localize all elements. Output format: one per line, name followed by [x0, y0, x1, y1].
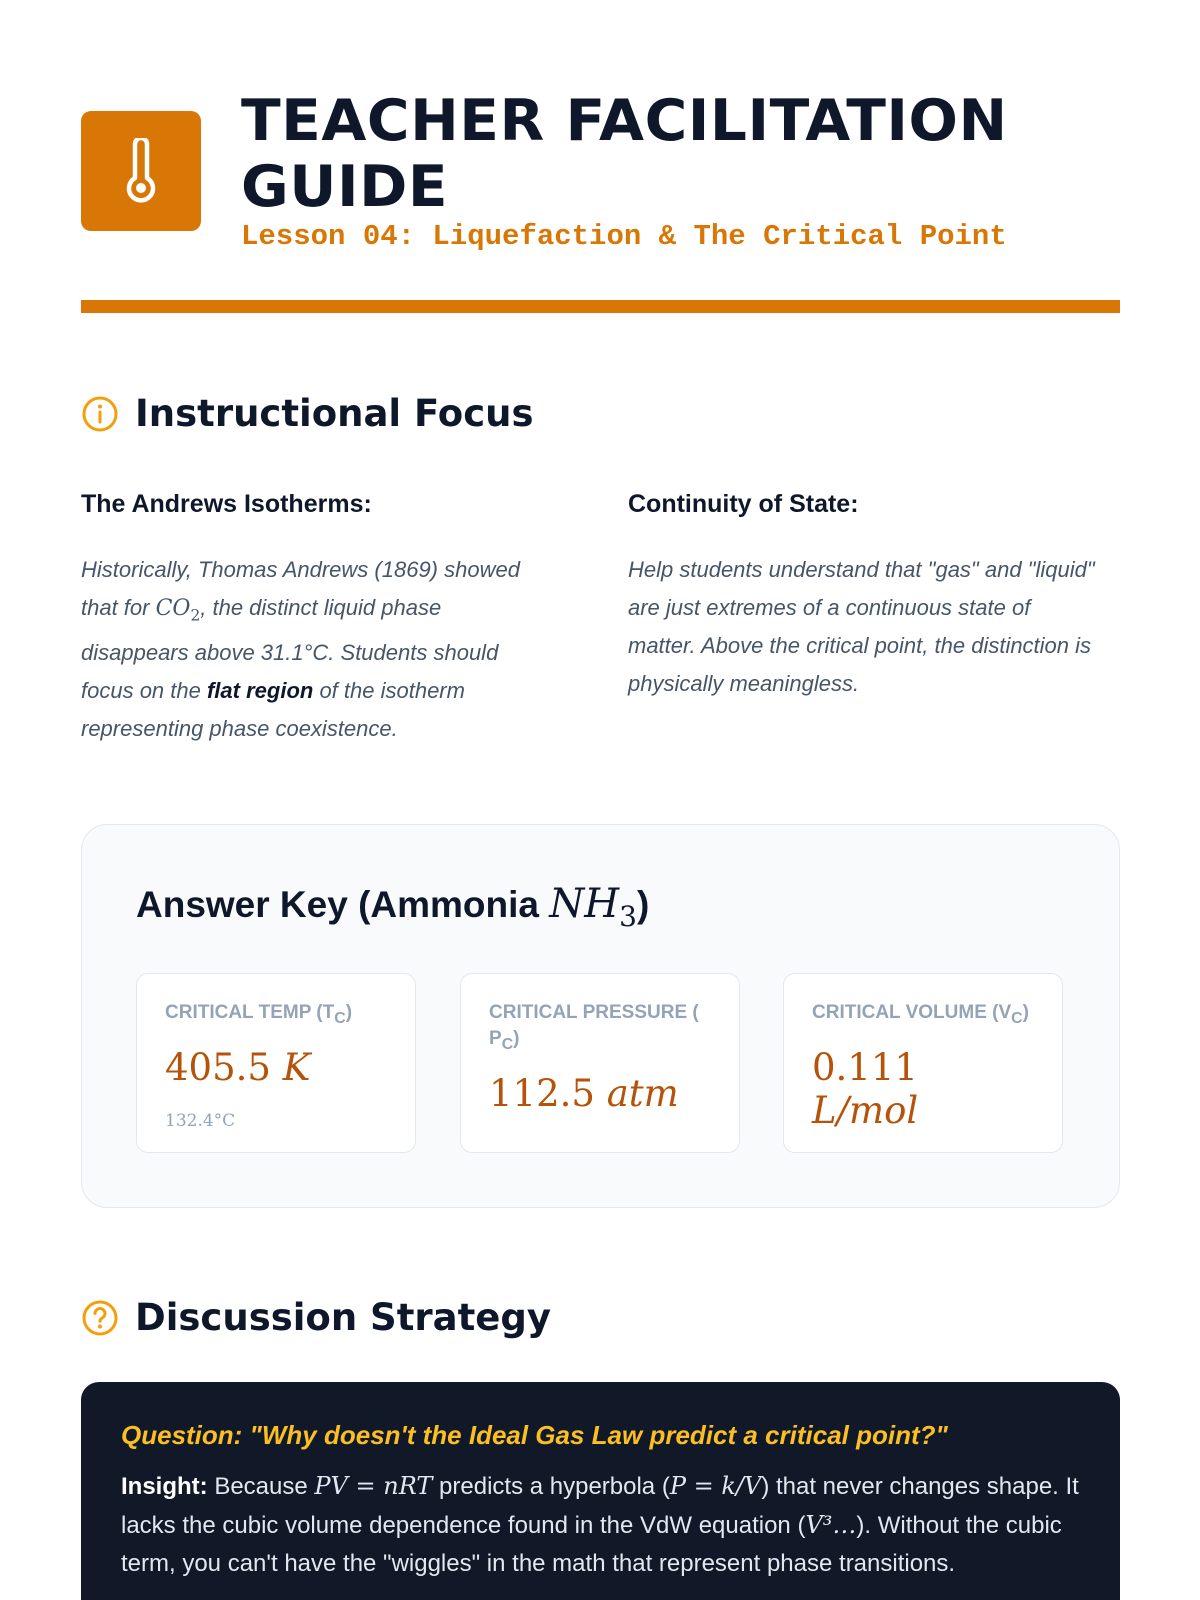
thermometer-icon — [121, 138, 161, 204]
critical-temp-card — [136, 973, 416, 1153]
discussion-insight: Insight: Because PV = nRT predicts a hyperbola (P = k/V) that never changes shape. It lacks the cubic volume dependence found in the VdW equation (V³…). Without the cubic term, you can't have the "wiggles" in the math that represent phase transitions. — [121, 1472, 1079, 1577]
card-label: CRITICAL VOLUME $(V_C)$ — [812, 1002, 1029, 1027]
critical-volume-card — [783, 973, 1063, 1153]
header-divider — [81, 300, 1120, 313]
card-value: 0.111 L/mol — [812, 1045, 919, 1132]
question-icon — [81, 1299, 119, 1337]
discussion-strategy-heading — [81, 1296, 551, 1339]
card-label: CRITICAL PRESSURE ( $P_C$) — [489, 1002, 699, 1053]
lesson-subtitle: Lesson 04: Liquefaction & The Critical Point — [241, 220, 1007, 253]
logo-badge — [81, 111, 201, 231]
discussion-question-card — [81, 1382, 1120, 1600]
critical-pressure-card — [460, 973, 740, 1153]
answer-key-title: Answer Key (Ammonia $NH_3$) — [136, 881, 650, 933]
page-title: TEACHER FACILITATION GUIDE — [241, 88, 1008, 220]
block-text: Historically, Thomas Andrews (1869) showed that for $CO_2$, the distinct liquid phase disappears above 31.1°C. Students should focus on the flat region of the isotherm representing phase coexistence. — [81, 557, 520, 742]
block-text: Help students understand that "gas" and "liquid" are just extremes of a continuous state of matter. Above the critical point, the distinction is physically meaningless. — [628, 557, 1095, 696]
card-note: 132.4°C — [165, 1110, 236, 1131]
instructional-focus-heading — [81, 392, 534, 435]
andrews-isotherms-block — [81, 490, 551, 748]
card-value: 112.5 atm — [489, 1071, 679, 1115]
card-label: CRITICAL TEMP $(T_C)$ — [165, 1002, 353, 1027]
answer-key-panel — [81, 824, 1120, 1208]
section-title: Instructional Focus — [135, 392, 534, 435]
block-title: Continuity of State: — [628, 490, 859, 518]
card-value: 405.5 K — [165, 1045, 311, 1089]
continuity-of-state-block — [628, 490, 1098, 703]
discussion-question: Question: "Why doesn't the Ideal Gas Law predict a critical point?" — [121, 1420, 948, 1450]
block-title: The Andrews Isotherms: — [81, 490, 372, 518]
section-title: Discussion Strategy — [135, 1296, 551, 1339]
co2-formula: $CO_2$ — [155, 596, 201, 625]
info-icon — [81, 395, 119, 433]
